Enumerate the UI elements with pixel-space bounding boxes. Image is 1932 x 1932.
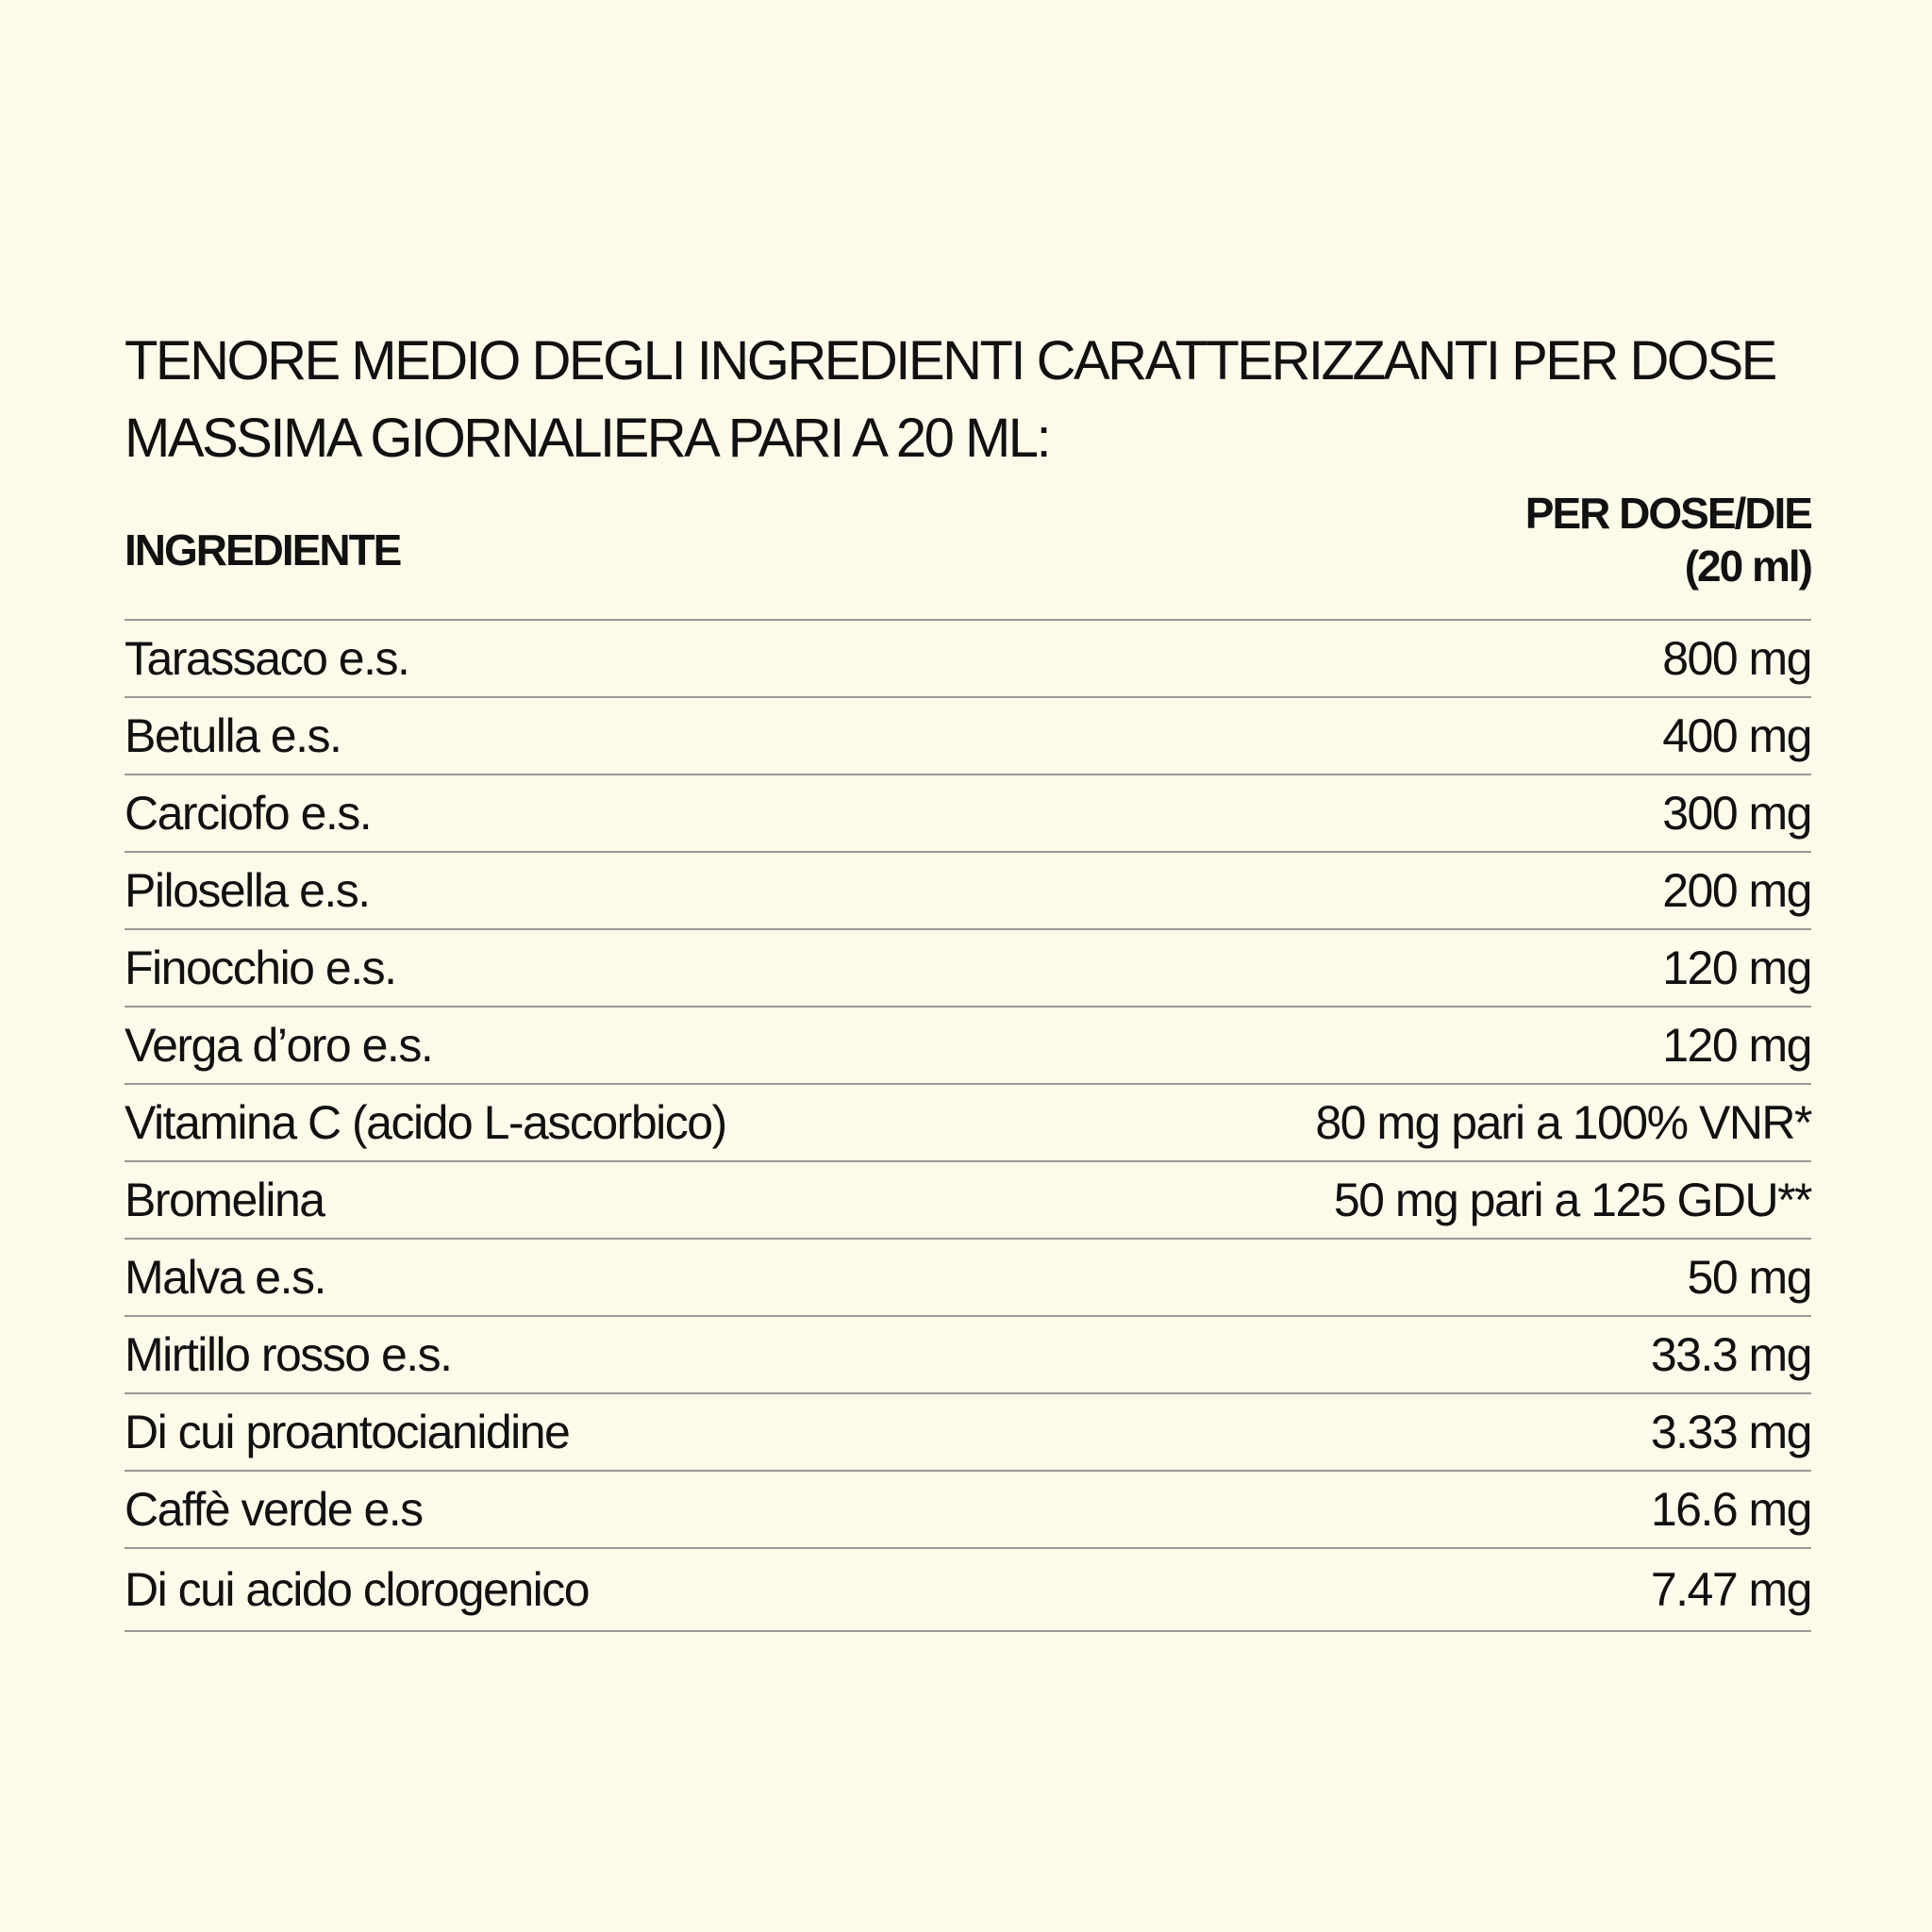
ingredient-name: Carciofo e.s. bbox=[125, 787, 372, 840]
table-row bbox=[125, 1394, 1811, 1472]
ingredient-amount: 200 mg bbox=[1662, 864, 1811, 917]
ingredient-name: Pilosella e.s. bbox=[125, 864, 370, 917]
ingredient-name: Mirtillo rosso e.s. bbox=[125, 1328, 452, 1381]
ingredient-amount: 3.33 mg bbox=[1650, 1406, 1811, 1458]
title-line-2: MASSIMA GIORNALIERA PARI A 20 ML: bbox=[125, 408, 1050, 469]
ingredient-amount: 50 mg pari a 125 GDU** bbox=[1333, 1174, 1811, 1226]
ingredient-name: Finocchio e.s. bbox=[125, 941, 396, 994]
ingredient-amount: 300 mg bbox=[1662, 787, 1811, 840]
ingredient-amount: 50 mg bbox=[1687, 1251, 1811, 1304]
ingredient-amount: 7.47 mg bbox=[1650, 1563, 1811, 1616]
ingredient-name: Caffè verde e.s bbox=[125, 1483, 423, 1536]
header-ingredient: INGREDIENTE bbox=[125, 525, 401, 575]
table-row bbox=[125, 621, 1811, 698]
table-row bbox=[125, 1472, 1811, 1549]
ingredient-amount: 120 mg bbox=[1662, 941, 1811, 994]
table-row bbox=[125, 1162, 1811, 1240]
ingredient-amount: 400 mg bbox=[1662, 709, 1811, 762]
ingredient-name: Vitamina C (acido L-ascorbico) bbox=[125, 1096, 726, 1149]
table-row bbox=[125, 698, 1811, 775]
ingredient-name: Di cui acido clorogenico bbox=[125, 1563, 590, 1616]
table-row bbox=[125, 930, 1811, 1008]
table-row bbox=[125, 1008, 1811, 1085]
ingredients-panel bbox=[125, 323, 1811, 1632]
ingredient-name: Betulla e.s. bbox=[125, 709, 341, 762]
ingredient-list bbox=[125, 621, 1811, 1632]
header-dose bbox=[1525, 487, 1811, 592]
table-row bbox=[125, 775, 1811, 853]
ingredient-name: Verga d’oro e.s. bbox=[125, 1019, 433, 1072]
table-row bbox=[125, 1549, 1811, 1632]
ingredient-amount: 33.3 mg bbox=[1650, 1328, 1811, 1381]
table-row bbox=[125, 853, 1811, 930]
ingredient-name: Malva e.s. bbox=[125, 1251, 325, 1304]
ingredient-name: Tarassaco e.s. bbox=[125, 632, 409, 685]
header-dose-line-1: PER DOSE/DIE bbox=[1524, 489, 1811, 538]
table-row bbox=[125, 1085, 1811, 1162]
ingredient-name: Di cui proantocianidine bbox=[125, 1406, 570, 1458]
ingredient-amount: 80 mg pari a 100% VNR* bbox=[1315, 1096, 1811, 1149]
page-title bbox=[125, 323, 1811, 477]
table-row bbox=[125, 1240, 1811, 1317]
ingredient-amount: 120 mg bbox=[1662, 1019, 1811, 1072]
ingredient-amount: 800 mg bbox=[1662, 632, 1811, 685]
ingredient-name: Bromelina bbox=[125, 1174, 325, 1226]
table-row bbox=[125, 1317, 1811, 1394]
table-header bbox=[125, 487, 1811, 621]
header-dose-line-2: (20 ml) bbox=[1684, 541, 1811, 591]
ingredient-amount: 16.6 mg bbox=[1650, 1483, 1811, 1536]
title-line-1: TENORE MEDIO DEGLI INGREDIENTI CARATTERIZZANTI PER DOSE bbox=[125, 330, 1775, 391]
